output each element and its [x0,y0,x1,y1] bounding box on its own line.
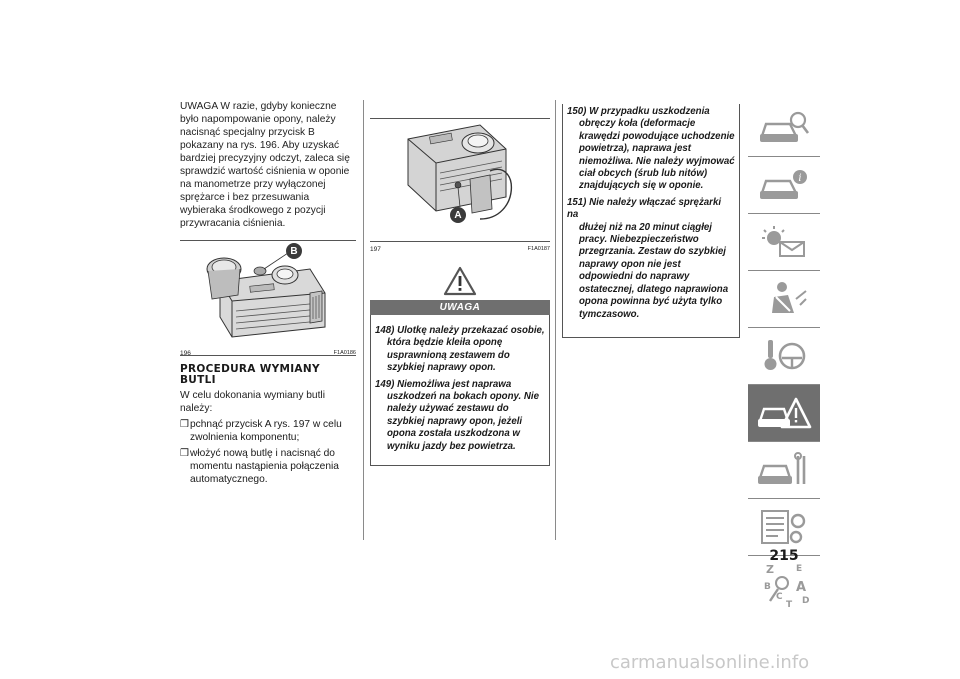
warning-note: 150) W przypadku uszkodzenia obręczy koła (deformacje krawędzi powodujące uchodzenie powietrza), naprawa jest niemożliwa. Nie należy wyjmować ciał obcych (śrub lub nitów) znajdujących się w oponie. [567,106,735,192]
warning-triangle-icon [443,266,477,296]
warning-light-envelope-icon [756,222,812,262]
chapter-tab-safety-lights[interactable] [748,214,820,271]
svg-text:E: E [796,563,803,574]
person-seatbelt-icon [756,279,812,319]
figure-197 [370,118,550,253]
figure-callout-a: A [450,207,466,223]
warning-icon-wrap [370,266,550,296]
chapter-tab-maintenance[interactable] [748,442,820,499]
svg-text:Z: Z [766,562,774,576]
section-heading: PROCEDURA WYMIANY BUTLI [180,363,320,386]
svg-text:T: T [786,599,793,609]
figure-code: F1A0187 [527,246,550,252]
column-2 [370,118,550,466]
svg-text:D: D [802,595,810,606]
warning-box-continued [562,104,740,338]
compressor-bottle-illustration [180,241,356,343]
section-intro: W celu dokonania wymiany butli należy: [180,390,325,414]
car-info-icon [756,165,812,205]
svg-text:B: B [764,581,771,592]
checkbox-bullet-icon: ❒ [180,448,189,459]
warning-note: 148) Ulotkę należy przekazać osobie, która będzie kleiła oponę usprawnioną zestawem do szybkiej naprawy opon. [375,325,545,374]
column-divider [555,100,556,540]
chapter-tab-starting-driving[interactable] [748,328,820,385]
watermark: carmanualsonline.info [610,652,810,673]
column-1 [180,100,356,486]
list-gears-icon [756,507,812,547]
figure-callout-b: B [286,243,302,259]
chapter-tab-safety[interactable] [748,271,820,328]
list-item: ❒ pchnąć przycisk A rys. 197 w celu zwolnienia komponentu; [180,419,342,443]
chapter-index-sidebar [748,100,820,613]
column-3 [562,104,740,338]
warning-note: 151) Nie należy włączać sprężarki na dłużej niż na 20 minut ciągłej pracy. Niebezpieczeństwo przegrzania. Zestaw do szybkiej naprawy opon nie jest odpowiedni do naprawy ostatecznej, dlatego naprawiona opona powinna być użyta tylko tymczasowo. [567,196,729,320]
car-search-icon [756,108,812,148]
column-divider [363,100,364,540]
alphabetical-index-icon [756,561,812,609]
warning-header: UWAGA [370,300,550,315]
checkbox-bullet-icon: ❒ [180,419,189,430]
note-paragraph: UWAGA W razie, gdyby konieczne było napompowanie opony, należy nacisnąć specjalny przycisk B pokazany na rys. 196. Aby uzyskać bardziej precyzyjny odczyt, zaleca się sprawdzić wartość ciśnienia w oponie na manometrze przy wyłączonej sprężarce i bez przesuwania wybieraka środkowego z pozycji przywracania ciśnienia. [180,101,350,229]
chapter-tab-dashboard[interactable] [748,157,820,214]
warning-note: 149) Niemożliwa jest naprawa uszkodzeń na bokach opony. Nie należy używać zestawu do szybkiej naprawy opon, jeżeli opona została uszkodzona w wyniku jazdy bez powietrza. [375,378,539,452]
key-steering-wheel-icon [756,336,812,376]
figure-number: 196 [180,350,191,357]
chapter-tab-emergency[interactable] [748,385,820,442]
svg-text:C: C [776,591,783,602]
car-warning-triangle-icon [756,393,812,433]
figure-196 [180,240,356,356]
figure-caption [370,244,550,253]
figure-caption [180,348,356,357]
car-wrench-icon [756,450,812,490]
list-item: ❒ włożyć nową butlę i nacisnąć do momentu nastąpienia połączenia automatycznego. [180,448,339,485]
chapter-tab-index[interactable] [748,556,820,613]
figure-number: 197 [370,246,381,253]
warning-box [370,315,550,466]
svg-text:i: i [798,173,802,184]
chapter-tab-vehicle-knowledge[interactable] [748,100,820,157]
figure-code: F1A0186 [333,350,356,356]
page-number: 215 [769,548,799,564]
svg-text:A: A [796,579,807,595]
